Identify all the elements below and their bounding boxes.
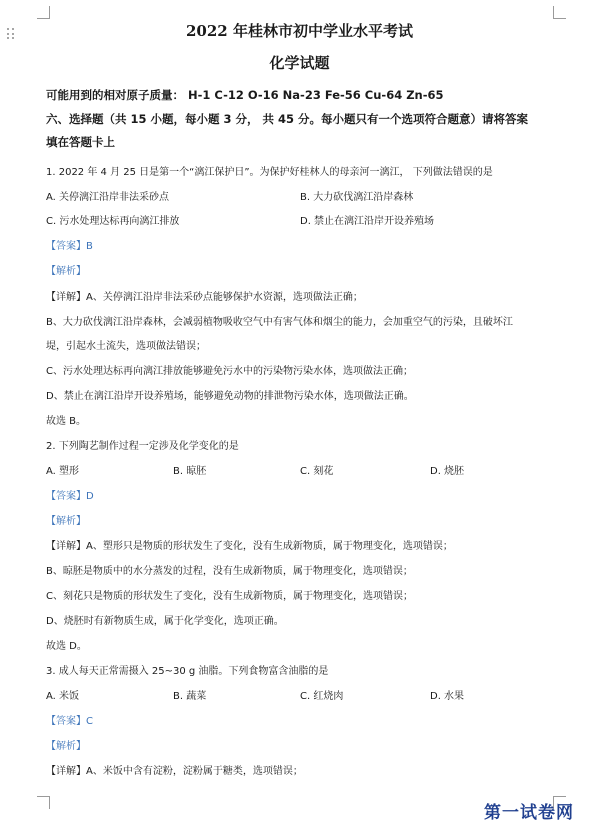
question-1-analysis-label: 【解析】 <box>46 266 86 277</box>
question-1-option-c: C. 污水处理达标再向漓江排放 <box>46 216 180 227</box>
section-heading-cont: 填在答题卡上 <box>46 135 115 149</box>
crop-mark-bottom-left <box>37 796 50 809</box>
question-1-detail: C、污水处理达标再向漓江排放能够避免污水中的污染物污染水体，选项做法正确； <box>46 366 413 377</box>
question-3-option-d: D. 水果 <box>430 691 465 702</box>
question-3-option-b: B. 蔬菜 <box>173 691 207 702</box>
question-2-option-a: A. 塑形 <box>46 466 80 477</box>
section-heading: 六、选择题（共 15 小题，每小题 3 分， 共 45 分。每小题只有一个选项符合题意）请将答案 <box>46 112 529 126</box>
question-3-analysis-label: 【解析】 <box>46 741 86 752</box>
question-1-stem: 1. 2022 年 4 月 25 日是第一个“漓江保护日”。为保护好桂林人的母亲河一漓江， 下列做法错误的是 <box>46 167 493 178</box>
question-2-option-b: B. 晾胚 <box>173 466 207 477</box>
atomic-mass-line: 可能用到的相对原子质量： H-1 C-12 O-16 Na-23 Fe-56 Cu-64 Zn-65 <box>46 88 444 102</box>
question-3-answer: 【答案】C <box>46 716 93 727</box>
question-2-answer: 【答案】D <box>46 491 94 502</box>
question-3-option-c: C. 红烧肉 <box>300 691 344 702</box>
question-1-option-d: D. 禁止在漓江沿岸开设养殖场 <box>300 216 435 227</box>
question-2-stem: 2. 下列陶艺制作过程一定涉及化学变化的是 <box>46 441 239 452</box>
question-2-detail: B、晾胚是物质中的水分蒸发的过程，没有生成新物质，属于物理变化，选项错误； <box>46 566 413 577</box>
question-2-option-d: D. 烧胚 <box>430 466 465 477</box>
question-1-conclusion: 故选 B。 <box>46 416 87 427</box>
question-1-option-b: B. 大力砍伐漓江沿岸森林 <box>300 192 414 203</box>
question-1-detail: D、禁止在漓江沿岸开设养殖场，能够避免动物的排泄物污染水体，选项做法正确。 <box>46 391 414 402</box>
watermark-logo: 第一试卷网 <box>484 803 574 823</box>
page-title: 2022 年桂林市初中学业水平考试 <box>186 22 413 40</box>
question-1-detail: 【详解】A、关停漓江沿岸非法采砂点能够保护水资源，选项做法正确； <box>46 292 363 303</box>
question-2-conclusion: 故选 D。 <box>46 641 87 652</box>
crop-mark-top-left <box>37 6 50 19</box>
question-2-option-c: C. 刻花 <box>300 466 334 477</box>
crop-mark-top-right <box>553 6 566 19</box>
question-2-detail: D、烧胚时有新物质生成，属于化学变化，选项正确。 <box>46 616 284 627</box>
question-2-detail: 【详解】A、塑形只是物质的形状发生了变化，没有生成新物质，属于物理变化，选项错误； <box>46 541 453 552</box>
question-3-option-a: A. 米饭 <box>46 691 80 702</box>
question-3-stem: 3. 成人每天正常需摄入 25~30 g 油脂。下列食物富含油脂的是 <box>46 666 329 677</box>
page-subtitle: 化学试题 <box>269 54 330 72</box>
question-1-detail: B、大力砍伐漓江沿岸森林，会减弱植物吸收空气中有害气体和烟尘的能力，会加重空气的污染，且破坏江 <box>46 317 513 328</box>
question-1-option-a: A. 关停漓江沿岸非法采砂点 <box>46 192 170 203</box>
question-1-detail: 堤，引起水土流失，选项做法错误； <box>46 341 206 352</box>
question-3-detail: 【详解】A、米饭中含有淀粉，淀粉属于糖类，选项错误； <box>46 766 303 777</box>
question-2-analysis-label: 【解析】 <box>46 516 86 527</box>
question-1-answer: 【答案】B <box>46 241 93 252</box>
question-2-detail: C、刻花只是物质的形状发生了变化，没有生成新物质，属于物理变化，选项错误； <box>46 591 413 602</box>
